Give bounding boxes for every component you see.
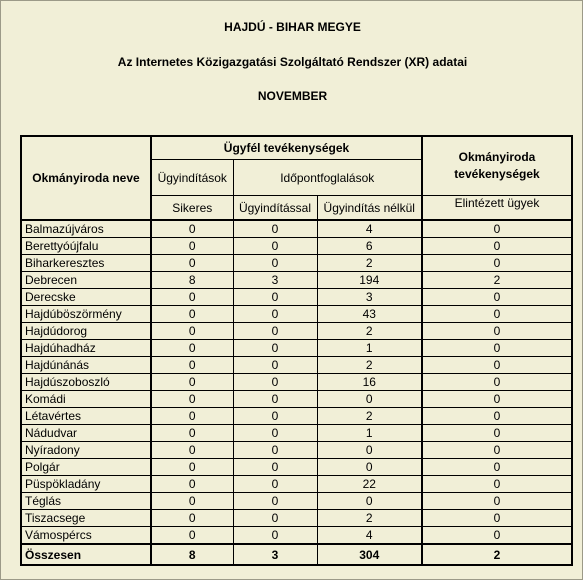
cell-nelkul: 2 bbox=[317, 255, 422, 272]
cell-sikeres: 0 bbox=[151, 425, 233, 442]
cell-elintezett: 0 bbox=[422, 476, 572, 493]
cell-ugyinditassal: 0 bbox=[233, 493, 317, 510]
cell-elintezett: 2 bbox=[422, 272, 572, 289]
cell-sikeres: 0 bbox=[151, 527, 233, 545]
cell-ugyinditassal: 0 bbox=[233, 357, 317, 374]
office-name-cell: Vámospércs bbox=[21, 527, 151, 545]
cell-ugyinditassal: 0 bbox=[233, 323, 317, 340]
cell-elintezett: 0 bbox=[422, 255, 572, 272]
cell-ugyinditassal: 0 bbox=[233, 238, 317, 255]
report-subtitle: Az Internetes Közigazgatási Szolgáltató Rendszer (XR) adatai bbox=[117, 55, 468, 69]
cell-nelkul: 3 bbox=[317, 289, 422, 306]
table-row bbox=[21, 306, 572, 323]
table-row bbox=[21, 459, 572, 476]
table-row bbox=[21, 493, 572, 510]
cell-nelkul: 2 bbox=[317, 510, 422, 527]
cell-nelkul: 0 bbox=[317, 391, 422, 408]
cell-nelkul: 194 bbox=[317, 272, 422, 289]
cell-ugyinditassal: 0 bbox=[233, 289, 317, 306]
office-name-cell: Polgár bbox=[21, 459, 151, 476]
cell-sikeres: 0 bbox=[151, 220, 233, 238]
cell-nelkul: 0 bbox=[317, 442, 422, 459]
cell-elintezett: 0 bbox=[422, 357, 572, 374]
total-row bbox=[21, 544, 572, 565]
table-row bbox=[21, 391, 572, 408]
cell-ugyinditassal: 0 bbox=[233, 425, 317, 442]
cell-ugyinditassal: 0 bbox=[233, 510, 317, 527]
table-row bbox=[21, 220, 572, 238]
cell-ugyinditassal: 0 bbox=[233, 306, 317, 323]
office-name-cell: Téglás bbox=[21, 493, 151, 510]
cell-nelkul: 6 bbox=[317, 238, 422, 255]
total-nelkul: 304 bbox=[317, 544, 422, 565]
office-name-cell: Hajdúnánás bbox=[21, 357, 151, 374]
cell-elintezett: 0 bbox=[422, 391, 572, 408]
cell-ugyinditassal: 0 bbox=[233, 340, 317, 357]
office-name-cell: Hajdúdorog bbox=[21, 323, 151, 340]
table-row bbox=[21, 323, 572, 340]
statistics-table bbox=[20, 135, 573, 566]
table-row bbox=[21, 510, 572, 527]
cell-elintezett: 0 bbox=[422, 289, 572, 306]
cell-sikeres: 0 bbox=[151, 374, 233, 391]
table-row bbox=[21, 476, 572, 493]
cell-sikeres: 0 bbox=[151, 306, 233, 323]
header-office-name: Okmányiroda neve bbox=[21, 136, 151, 220]
cell-ugyinditassal: 0 bbox=[233, 391, 317, 408]
cell-elintezett: 0 bbox=[422, 408, 572, 425]
table-row bbox=[21, 374, 572, 391]
cell-sikeres: 0 bbox=[151, 391, 233, 408]
cell-sikeres: 0 bbox=[151, 510, 233, 527]
office-name-cell: Hajdúböszörmény bbox=[21, 306, 151, 323]
cell-elintezett: 0 bbox=[422, 510, 572, 527]
total-elintezett: 2 bbox=[422, 544, 572, 565]
office-name-cell: Komádi bbox=[21, 391, 151, 408]
cell-nelkul: 2 bbox=[317, 357, 422, 374]
cell-sikeres: 0 bbox=[151, 459, 233, 476]
cell-elintezett: 0 bbox=[422, 238, 572, 255]
cell-sikeres: 0 bbox=[151, 238, 233, 255]
cell-sikeres: 0 bbox=[151, 442, 233, 459]
cell-elintezett: 0 bbox=[422, 527, 572, 545]
month-title: NOVEMBER bbox=[257, 89, 328, 103]
total-label: Összesen bbox=[21, 544, 151, 565]
header-office-activities bbox=[422, 136, 572, 196]
cell-nelkul: 4 bbox=[317, 527, 422, 545]
total-sikeres: 8 bbox=[151, 544, 233, 565]
cell-nelkul: 16 bbox=[317, 374, 422, 391]
cell-nelkul: 0 bbox=[317, 459, 422, 476]
cell-sikeres: 0 bbox=[151, 493, 233, 510]
cell-sikeres: 0 bbox=[151, 323, 233, 340]
header-with-initiation: Ügyindítással bbox=[233, 196, 317, 221]
header-office-activities-text: Okmányiroda tevékenységek bbox=[454, 150, 540, 181]
cell-nelkul: 2 bbox=[317, 408, 422, 425]
table-row bbox=[21, 357, 572, 374]
cell-sikeres: 0 bbox=[151, 255, 233, 272]
office-name-cell: Tiszacsege bbox=[21, 510, 151, 527]
cell-elintezett: 0 bbox=[422, 425, 572, 442]
cell-elintezett: 0 bbox=[422, 374, 572, 391]
cell-elintezett: 0 bbox=[422, 459, 572, 476]
header-client-activities: Ügyfél tevékenységek bbox=[151, 136, 422, 160]
cell-sikeres: 0 bbox=[151, 289, 233, 306]
office-name-cell: Derecske bbox=[21, 289, 151, 306]
cell-ugyinditassal: 0 bbox=[233, 476, 317, 493]
table-row bbox=[21, 527, 572, 545]
table-row bbox=[21, 289, 572, 306]
header-completed-cases: Elintézett ügyek bbox=[422, 196, 572, 221]
cell-elintezett: 0 bbox=[422, 220, 572, 238]
office-name-cell: Püspökladány bbox=[21, 476, 151, 493]
header-case-initiations: Ügyindítások bbox=[151, 160, 233, 196]
table-row bbox=[21, 442, 572, 459]
cell-ugyinditassal: 3 bbox=[233, 272, 317, 289]
office-name-cell: Biharkeresztes bbox=[21, 255, 151, 272]
cell-nelkul: 0 bbox=[317, 493, 422, 510]
cell-nelkul: 4 bbox=[317, 220, 422, 238]
office-name-cell: Hajdúszoboszló bbox=[21, 374, 151, 391]
cell-sikeres: 0 bbox=[151, 408, 233, 425]
cell-ugyinditassal: 0 bbox=[233, 255, 317, 272]
cell-nelkul: 1 bbox=[317, 425, 422, 442]
cell-elintezett: 0 bbox=[422, 442, 572, 459]
cell-ugyinditassal: 0 bbox=[233, 374, 317, 391]
office-name-cell: Debrecen bbox=[21, 272, 151, 289]
cell-ugyinditassal: 0 bbox=[233, 408, 317, 425]
table-row bbox=[21, 255, 572, 272]
table-row bbox=[21, 272, 572, 289]
cell-sikeres: 0 bbox=[151, 476, 233, 493]
office-name-cell: Hajdúhadház bbox=[21, 340, 151, 357]
office-name-cell: Nyíradony bbox=[21, 442, 151, 459]
total-ugyinditassal: 3 bbox=[233, 544, 317, 565]
cell-nelkul: 22 bbox=[317, 476, 422, 493]
office-name-cell: Balmazújváros bbox=[21, 220, 151, 238]
cell-sikeres: 8 bbox=[151, 272, 233, 289]
cell-ugyinditassal: 0 bbox=[233, 459, 317, 476]
table-row bbox=[21, 408, 572, 425]
office-name-cell: Nádudvar bbox=[21, 425, 151, 442]
table-row bbox=[21, 425, 572, 442]
cell-sikeres: 0 bbox=[151, 340, 233, 357]
cell-ugyinditassal: 0 bbox=[233, 220, 317, 238]
cell-ugyinditassal: 0 bbox=[233, 442, 317, 459]
cell-elintezett: 0 bbox=[422, 306, 572, 323]
table-row bbox=[21, 340, 572, 357]
cell-elintezett: 0 bbox=[422, 323, 572, 340]
header-without-initiation: Ügyindítás nélkül bbox=[317, 196, 422, 221]
county-title: HAJDÚ - BIHAR MEGYE bbox=[224, 20, 361, 34]
cell-nelkul: 2 bbox=[317, 323, 422, 340]
cell-nelkul: 43 bbox=[317, 306, 422, 323]
office-name-cell: Berettyóújfalu bbox=[21, 238, 151, 255]
cell-sikeres: 0 bbox=[151, 357, 233, 374]
cell-elintezett: 0 bbox=[422, 493, 572, 510]
cell-nelkul: 1 bbox=[317, 340, 422, 357]
cell-ugyinditassal: 0 bbox=[233, 527, 317, 545]
cell-elintezett: 0 bbox=[422, 340, 572, 357]
header-appointments: Időpontfoglalások bbox=[233, 160, 422, 196]
header-successful: Sikeres bbox=[151, 196, 233, 221]
table-row bbox=[21, 238, 572, 255]
office-name-cell: Létavértes bbox=[21, 408, 151, 425]
